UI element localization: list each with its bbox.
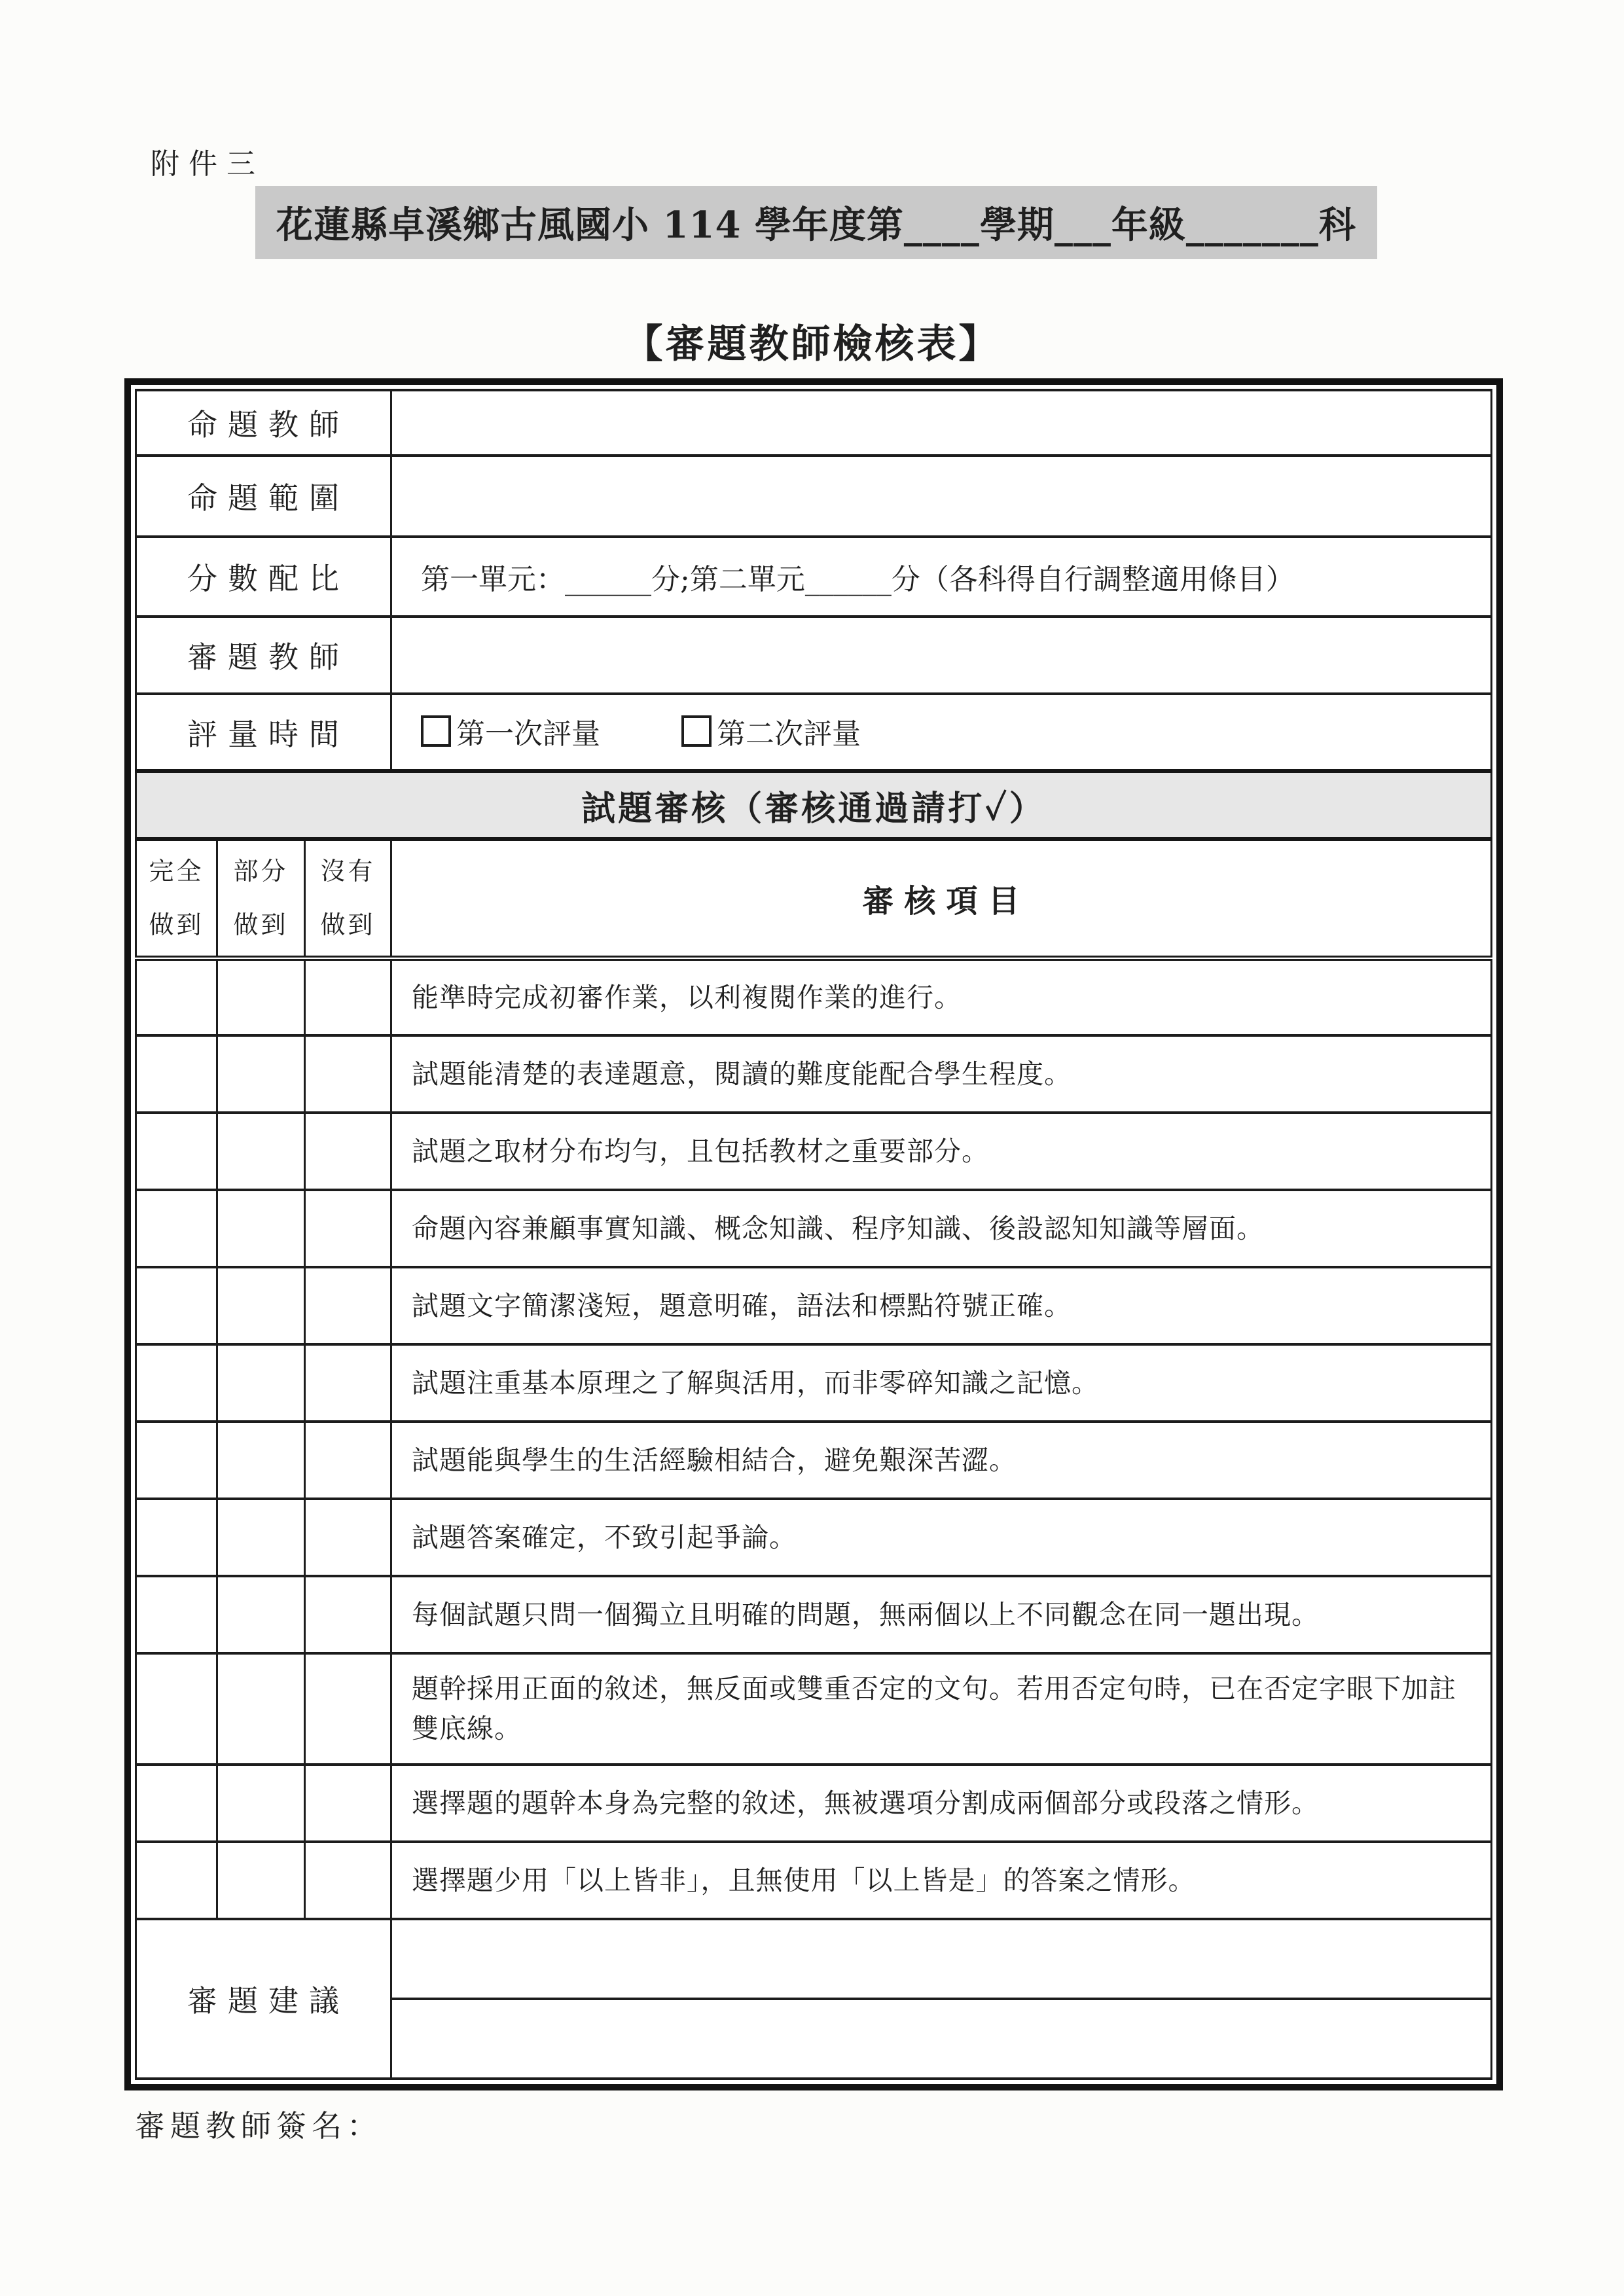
- signature-label: 審題教師簽名：: [135, 2108, 382, 2144]
- column-header-line: 完全: [149, 857, 204, 886]
- checklist-row: [136, 1653, 1492, 1765]
- check-cell-fully-done[interactable]: [136, 1035, 217, 1113]
- checklist-row: [136, 1499, 1492, 1576]
- field-value-score-ratio: 第一單元：______分;第二單元______分（各科得自行調整適用條目）: [391, 537, 1492, 617]
- check-cell-fully-done[interactable]: [136, 1344, 217, 1422]
- check-cell-fully-done[interactable]: [136, 1576, 217, 1653]
- checklist-row: [136, 1267, 1492, 1344]
- suggestion-line-1[interactable]: [391, 1919, 1492, 1999]
- table-row: [136, 839, 1492, 958]
- attachment-label: 附件三: [151, 147, 264, 181]
- checklist-row: [136, 1035, 1492, 1113]
- field-label-score-ratio: 分數配比: [136, 537, 391, 617]
- checklist-item-text: 能準時完成初審作業，以利複閱作業的進行。: [391, 958, 1492, 1035]
- check-cell-not-done[interactable]: [305, 958, 391, 1035]
- field-value-eval-time: [391, 694, 1492, 771]
- check-cell-not-done[interactable]: [305, 1499, 391, 1576]
- checklist-item-text: 試題答案確定，不致引起爭論。: [391, 1499, 1492, 1576]
- checklist-row: [136, 1422, 1492, 1499]
- table-row: [136, 1919, 1492, 1999]
- table-row: [136, 694, 1492, 771]
- eval-option-second: [681, 710, 861, 752]
- check-cell-partially-done[interactable]: [217, 1267, 305, 1344]
- document-title-bar: [255, 186, 1377, 259]
- eval-option-first-label: 第一次評量: [456, 717, 601, 751]
- checklist-item-text: 試題之取材分布均勻，且包括教材之重要部分。: [391, 1113, 1492, 1190]
- check-cell-not-done[interactable]: [305, 1576, 391, 1653]
- review-checklist-table: [124, 378, 1503, 2090]
- checklist-row: [136, 1842, 1492, 1919]
- check-cell-partially-done[interactable]: [217, 1499, 305, 1576]
- table-row: [136, 537, 1492, 617]
- check-cell-fully-done[interactable]: [136, 1422, 217, 1499]
- checklist-body: [136, 958, 1492, 1919]
- checklist-item-text: 試題能清楚的表達題意，閱讀的難度能配合學生程度。: [391, 1035, 1492, 1113]
- check-cell-fully-done[interactable]: [136, 958, 217, 1035]
- check-cell-fully-done[interactable]: [136, 1765, 217, 1842]
- check-cell-not-done[interactable]: [305, 1422, 391, 1499]
- check-cell-partially-done[interactable]: [217, 1113, 305, 1190]
- eval-option-first: [421, 710, 600, 752]
- table-row: [136, 456, 1492, 537]
- check-cell-partially-done[interactable]: [217, 1422, 305, 1499]
- check-cell-fully-done[interactable]: [136, 1190, 217, 1267]
- checklist-item-text: 試題文字簡潔淺短，題意明確，語法和標點符號正確。: [391, 1267, 1492, 1344]
- column-header-review-items: 審核項目: [391, 839, 1492, 958]
- column-header-not-done: [305, 839, 391, 958]
- checkbox-icon[interactable]: [421, 715, 451, 747]
- checklist-row: [136, 1765, 1492, 1842]
- checklist-row: [136, 1113, 1492, 1190]
- check-cell-not-done[interactable]: [305, 1765, 391, 1842]
- checklist-item-text: 每個試題只問一個獨立且明確的問題，無兩個以上不同觀念在同一題出現。: [391, 1576, 1492, 1653]
- check-cell-not-done[interactable]: [305, 1035, 391, 1113]
- table-row: [136, 771, 1492, 839]
- eval-option-second-label: 第二次評量: [717, 717, 861, 751]
- check-cell-not-done[interactable]: [305, 1842, 391, 1919]
- field-label-proposing-teacher: 命題教師: [136, 390, 391, 456]
- check-cell-fully-done[interactable]: [136, 1842, 217, 1919]
- field-value-proposing-teacher[interactable]: [391, 390, 1492, 456]
- field-value-question-scope[interactable]: [391, 456, 1492, 537]
- column-header-fully-done: [136, 839, 217, 958]
- column-header-line: 沒有: [320, 857, 376, 886]
- check-cell-partially-done[interactable]: [217, 1842, 305, 1919]
- review-table: [135, 389, 1492, 2080]
- suggestion-section: [136, 1919, 1492, 2079]
- checklist-row: [136, 1576, 1492, 1653]
- check-cell-partially-done[interactable]: [217, 958, 305, 1035]
- table-row: [136, 617, 1492, 694]
- field-value-review-teacher[interactable]: [391, 617, 1492, 694]
- check-cell-not-done[interactable]: [305, 1190, 391, 1267]
- check-cell-partially-done[interactable]: [217, 1035, 305, 1113]
- info-section: [136, 390, 1492, 958]
- table-row: [136, 390, 1492, 456]
- check-cell-not-done[interactable]: [305, 1344, 391, 1422]
- field-label-question-scope: 命題範圍: [136, 456, 391, 537]
- check-cell-not-done[interactable]: [305, 1653, 391, 1765]
- check-cell-fully-done[interactable]: [136, 1267, 217, 1344]
- suggestion-line-2[interactable]: [391, 1999, 1492, 2079]
- field-label-eval-time: 評量時間: [136, 694, 391, 771]
- check-cell-not-done[interactable]: [305, 1113, 391, 1190]
- column-header-partially-done: [217, 839, 305, 958]
- checklist-item-text: 題幹採用正面的敘述，無反面或雙重否定的文句。若用否定句時，已在否定字眼下加註雙底線。: [391, 1653, 1492, 1765]
- column-header-line: 做到: [149, 910, 204, 939]
- checkbox-icon[interactable]: [681, 715, 712, 747]
- checklist-row: [136, 1190, 1492, 1267]
- column-header-line: 部分: [233, 857, 289, 886]
- check-cell-fully-done[interactable]: [136, 1653, 217, 1765]
- check-cell-partially-done[interactable]: [217, 1190, 305, 1267]
- column-header-line: 做到: [320, 910, 376, 939]
- document-title: 花蓮縣卓溪鄉古風國小 114 學年度第____學期___年級_______科: [276, 204, 1356, 247]
- checklist-item-text: 選擇題的題幹本身為完整的敘述，無被選項分割成兩個部分或段落之情形。: [391, 1765, 1492, 1842]
- check-cell-partially-done[interactable]: [217, 1344, 305, 1422]
- suggestion-label: 審題建議: [136, 1919, 391, 2079]
- document-subtitle: 【審題教師檢核表】: [623, 321, 1001, 367]
- checklist-row: [136, 958, 1492, 1035]
- check-cell-fully-done[interactable]: [136, 1113, 217, 1190]
- check-cell-not-done[interactable]: [305, 1267, 391, 1344]
- checklist-row: [136, 1344, 1492, 1422]
- check-cell-partially-done[interactable]: [217, 1653, 305, 1765]
- checklist-item-text: 命題內容兼顧事實知識、概念知識、程序知識、後設認知知識等層面。: [391, 1190, 1492, 1267]
- checklist-item-text: 試題能與學生的生活經驗相結合，避免艱深苦澀。: [391, 1422, 1492, 1499]
- check-cell-partially-done[interactable]: [217, 1765, 305, 1842]
- check-cell-partially-done[interactable]: [217, 1576, 305, 1653]
- checklist-item-text: 選擇題少用「以上皆非」，且無使用「以上皆是」的答案之情形。: [391, 1842, 1492, 1919]
- check-cell-fully-done[interactable]: [136, 1499, 217, 1576]
- column-header-line: 做到: [233, 910, 289, 939]
- field-label-review-teacher: 審題教師: [136, 617, 391, 694]
- checklist-item-text: 試題注重基本原理之了解與活用，而非零碎知識之記憶。: [391, 1344, 1492, 1422]
- review-section-header: 試題審核（審核通過請打✓）: [136, 771, 1492, 839]
